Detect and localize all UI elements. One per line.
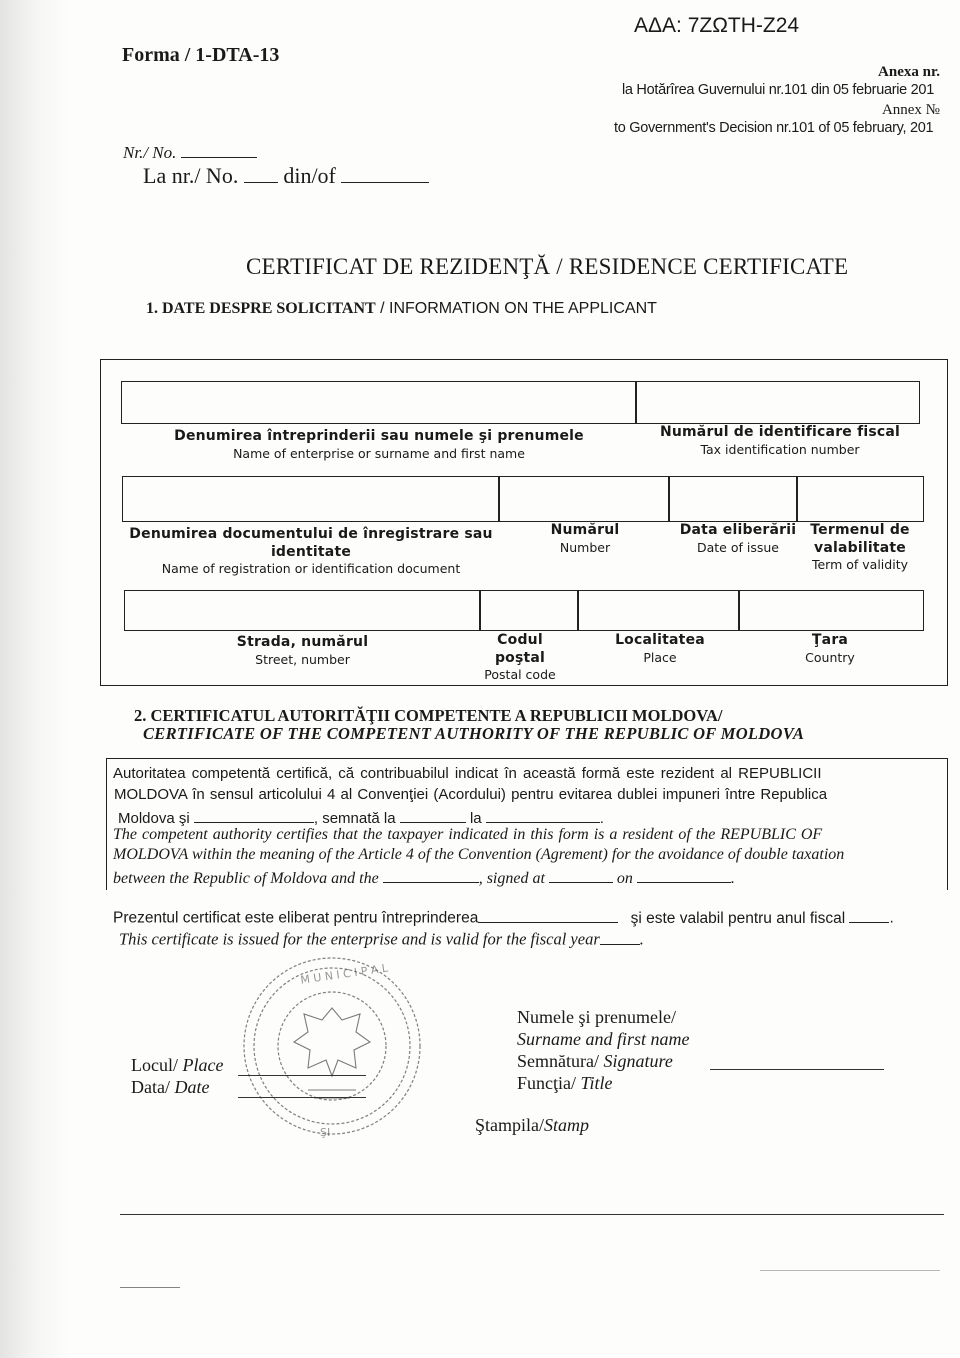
cert-en-line2: MOLDOVA within the meaning of the Article 4 of the Convention (Agrement) for the avoidance of double taxation: [113, 846, 845, 863]
cert-ro-moldova-and: Moldova şi: [118, 810, 190, 827]
issued-ro-enterprise: Prezentul certificat este eliberat pentru întreprinderea: [113, 909, 479, 927]
func-ro-label: Funcţia/: [517, 1073, 576, 1093]
country-blank-ro[interactable]: [194, 807, 314, 823]
bottom-rule-3: [760, 1270, 940, 1271]
document-name-label: [122, 526, 500, 577]
validity-en: Term of validity: [811, 557, 908, 572]
func-en-label: Title: [580, 1073, 613, 1093]
sign-ro-label: Semnătura/: [517, 1051, 599, 1071]
bottom-rule-1: [120, 1214, 944, 1215]
cert-ro-line3: [118, 807, 604, 827]
issued-ro-period: .: [889, 909, 894, 927]
tax-id-label: [640, 424, 920, 457]
sign-en-label: Signature: [603, 1051, 673, 1071]
issued-en-line: [119, 927, 644, 950]
section1-heading-rest: / INFORMATION ON THE APPLICANT: [375, 300, 657, 317]
cert-en-on: on: [616, 870, 633, 887]
la-nr-field: [143, 160, 429, 189]
document-number-ro: Numărul: [550, 522, 620, 538]
street-label: [124, 634, 481, 667]
country-ro: Ţara: [811, 632, 849, 648]
date-ro-label: Data/: [131, 1077, 170, 1097]
section2-heading-ro: 2. CERTIFICATUL AUTORITĂŢII COMPETENTE A REPUBLICII MOLDOVA/: [134, 706, 723, 725]
document-name-ro-2: identitate: [270, 543, 352, 560]
cert-en-period: .: [730, 870, 735, 887]
document-name-box[interactable]: [122, 476, 500, 522]
decision-ro: la Hotărîrea Guvernului nr.101 din 05 februarie 201: [622, 82, 934, 98]
din-blank[interactable]: [341, 160, 429, 183]
signed-at-blank-ro[interactable]: [400, 807, 466, 823]
street-en: Street, number: [255, 651, 350, 667]
tax-id-ro: Numărul de identificare fiscal: [659, 424, 901, 440]
din-label: din/of: [283, 163, 336, 188]
place-ro: Localitatea: [615, 632, 705, 648]
issue-date-label: [668, 522, 808, 555]
ada-code: ΑΔΑ: 7ΖΩΤΗ-Ζ24: [634, 14, 800, 37]
scan-shadow: [0, 0, 70, 1358]
postal-code-en: Postal code: [484, 667, 556, 682]
form-code: Forma / 1-DTA-13: [122, 44, 280, 66]
postal-code-box[interactable]: [479, 590, 579, 631]
section1-heading-bold: 1. DATE DESPRE SOLICITANT: [146, 300, 376, 317]
section1-heading: [146, 300, 657, 318]
enterprise-name-en: Name of enterprise or surname and first name: [233, 445, 525, 461]
issued-en-text: This certificate is issued for the enterprise and is valid for the fiscal year: [119, 929, 600, 949]
signed-on-blank-ro[interactable]: [486, 807, 600, 823]
street-ro: Strada, numărul: [236, 634, 369, 650]
fiscal-year-blank-en[interactable]: [600, 927, 640, 945]
cert-ro-line1: Autoritatea competentă certifică, că contribuabilul indicat în această formă este rezident al REPUBLICII: [113, 765, 822, 782]
street-box[interactable]: [124, 590, 481, 631]
place-en-label: Place: [182, 1055, 224, 1075]
date-blank[interactable]: [238, 1097, 366, 1098]
stamp-ro-label: Ştampila/: [475, 1115, 544, 1135]
date-field: [131, 1077, 209, 1098]
validity-box[interactable]: [796, 476, 924, 522]
tax-id-en: Tax identification number: [700, 441, 860, 457]
country-box[interactable]: [738, 590, 924, 631]
stamp-label: [475, 1115, 589, 1136]
document-name-en: Name of registration or identification document: [161, 561, 461, 576]
place-field: [131, 1055, 223, 1076]
validity-label: [800, 522, 920, 573]
bottom-rule-2: [120, 1287, 180, 1288]
svg-text:M U N I C I P A L: M U N I C I P A L: [299, 961, 389, 987]
issue-date-box[interactable]: [668, 476, 798, 522]
stamp-en-label: Stamp: [544, 1115, 589, 1135]
name-en-label: Surname and first name: [517, 1029, 690, 1049]
fiscal-year-blank-ro[interactable]: [849, 906, 889, 923]
document-name-ro-1: Denumirea documentului de înregistrare sau: [129, 526, 493, 542]
svg-text:ŞI: ŞI: [320, 1126, 331, 1139]
place-box[interactable]: [577, 590, 740, 631]
section2-heading-en: CERTIFICATE OF THE COMPETENT AUTHORITY OF THE REPUBLIC OF MOLDOVA: [143, 724, 805, 743]
nr-label: Nr./ No.: [123, 143, 177, 162]
cert-en-signed-at: , signed at: [478, 870, 545, 887]
annex-en: Annex №: [881, 102, 940, 118]
la-nr-blank[interactable]: [244, 160, 278, 183]
official-stamp-icon: [228, 950, 438, 1150]
document-number-box[interactable]: [498, 476, 670, 522]
place-blank[interactable]: [238, 1075, 366, 1076]
country-en: Country: [805, 649, 855, 665]
signed-at-blank-en[interactable]: [549, 866, 613, 883]
enterprise-name-ro: Denumirea întreprinderii sau numele şi prenumele: [174, 428, 584, 444]
issue-date-ro: Data eliberării: [679, 522, 797, 538]
place-en: Place: [643, 649, 677, 665]
validity-ro-1: Termenul de: [810, 522, 910, 538]
cert-ro-line2: MOLDOVA în sensul articolului 4 al Convenţiei (Acordului) pentru evitarea dublei impuneri între Republica: [114, 786, 828, 803]
issue-date-en: Date of issue: [697, 539, 779, 555]
tax-id-box[interactable]: [635, 381, 920, 424]
postal-code-label: [470, 632, 570, 683]
place-label: [590, 632, 730, 665]
document-number-en: Number: [559, 539, 611, 555]
postal-code-ro: Codul poştal: [494, 632, 546, 666]
nr-blank[interactable]: [181, 140, 257, 158]
page-title: CERTIFICAT DE REZIDENŢĂ / RESIDENCE CERTIFICATE: [246, 254, 849, 279]
issued-en-period: .: [639, 929, 644, 949]
cert-ro-signed-at: , semnată la: [313, 810, 396, 827]
document-number-label: [520, 522, 650, 555]
country-label: [780, 632, 880, 665]
issued-ro-line: [113, 906, 894, 928]
cert-ro-period: .: [599, 810, 604, 827]
cert-en-line1: The competent authority certifies that the taxpayer indicated in this form is a resident of the REPUBLIC OF: [113, 826, 823, 843]
decision-en: to Government's Decision nr.101 of 05 february, 201: [614, 120, 934, 136]
cert-en-line3: [113, 866, 735, 888]
enterprise-blank[interactable]: [478, 906, 618, 923]
cert-ro-on: la: [469, 810, 482, 827]
signed-on-blank-en[interactable]: [637, 866, 731, 883]
country-blank-en[interactable]: [383, 866, 479, 883]
place-ro-label: Locul/: [131, 1055, 178, 1075]
cert-en-republic-and: between the Republic of Moldova and the: [113, 870, 379, 887]
signature-blank[interactable]: [710, 1069, 884, 1070]
la-nr-label: La nr./ No.: [143, 163, 239, 188]
name-ro-label: Numele şi prenumele/: [517, 1007, 676, 1027]
enterprise-name-label: [121, 428, 637, 461]
validity-ro-2: valabilitate: [814, 539, 906, 556]
annex-ro: Anexa nr.: [878, 64, 940, 80]
signatory-block: [517, 1006, 690, 1094]
date-en-label: Date: [174, 1077, 210, 1097]
issued-ro-fiscal-year: şi este valabil pentru anul fiscal: [630, 909, 846, 927]
enterprise-name-box[interactable]: [121, 381, 637, 424]
